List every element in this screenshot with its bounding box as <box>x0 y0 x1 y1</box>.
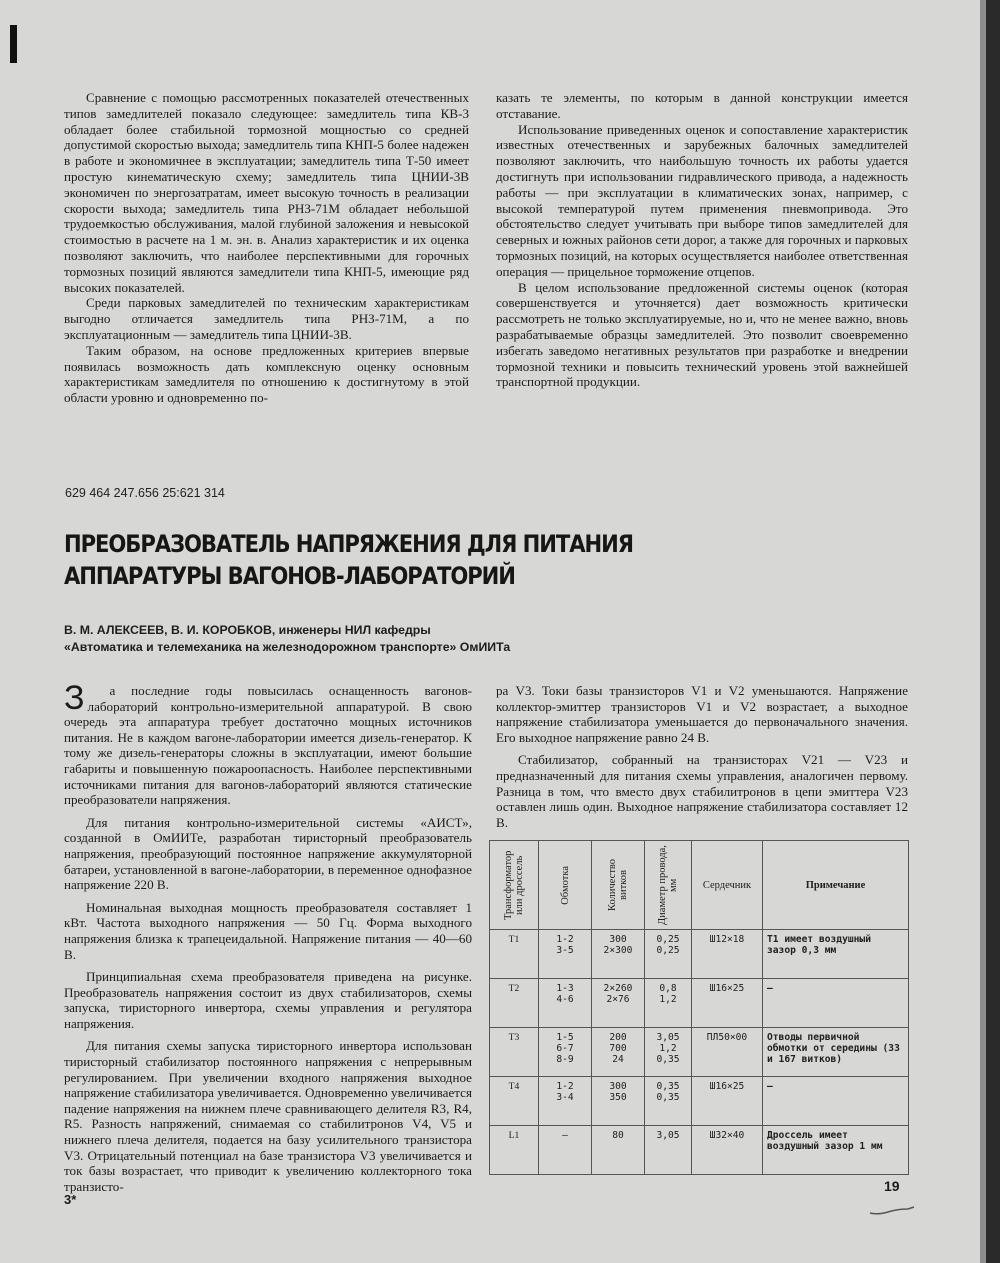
table-row <box>490 930 909 979</box>
authors <box>64 622 704 656</box>
paragraph: Таким образом, на основе предложенных критериев впервые появилась возможность дать комплексную оценку основным характеристикам замедлителя по отношению к достигнутому в этой области уровню и одновременно по- <box>64 342 469 406</box>
table-cell: 80 <box>592 1126 645 1175</box>
page-edge <box>986 0 1000 1263</box>
table-cell: Ш12×18 <box>692 930 763 979</box>
table-row <box>490 1126 909 1175</box>
table-cell: ПЛ50×00 <box>692 1028 763 1077</box>
page-number: 19 <box>884 1178 900 1194</box>
article-left-column <box>64 679 472 1201</box>
table-cell: — <box>763 1077 909 1126</box>
table-cell: — <box>763 979 909 1028</box>
table-cell: T1 имеет воздушный зазор 0,3 мм <box>763 930 909 979</box>
table-cell: 0,8 1,2 <box>645 979 692 1028</box>
table-cell: 2×260 2×76 <box>592 979 645 1028</box>
table-cell: T1 <box>490 930 539 979</box>
table-header: Обмотка <box>559 865 571 905</box>
table-cell: — <box>539 1126 592 1175</box>
table-cell: Дроссель имеет воздушный зазор 1 мм <box>763 1126 909 1175</box>
table-row <box>490 1028 909 1077</box>
article-title: ПРЕОБРАЗОВАТЕЛЬ НАПРЯЖЕНИЯ ДЛЯ ПИТАНИЯ АППАРАТУРЫ ВАГОНОВ-ЛАБОРАТОРИЙ <box>64 530 633 590</box>
table-header-row <box>490 841 909 930</box>
table-header: Количество витков <box>607 858 629 912</box>
signature-mark: 3* <box>64 1192 77 1207</box>
table-cell: 3,05 1,2 0,35 <box>645 1028 692 1077</box>
table-header: Сердечник <box>692 841 763 930</box>
paragraph: В целом использование предложенной системы оценок (которая совершенствуется и уточняется) дает возможность критически рассмотреть не только эксплуатируемые, но и, что не менее важно, вновь разрабатываемые образцы замедлителей. Это позволит своевременно избегать заведомо негативных результатов при разработке и внедрении тормозной техники и повысить технический уровень этой важнейшей транспортной продукции. <box>496 279 908 390</box>
table-header: Диаметр провода, мм <box>657 845 679 925</box>
table-cell: 0,25 0,25 <box>645 930 692 979</box>
table-cell: T4 <box>490 1077 539 1126</box>
paragraph: казать те элементы, по которым в данной конструкции имеется отставание. <box>496 90 908 121</box>
table-cell: 1-2 3-4 <box>539 1077 592 1126</box>
table-cell: 300 350 <box>592 1077 645 1126</box>
paragraph: а последние годы повысилась оснащенность вагонов-лабораторий контрольно-измерительной аппаратурой. В свою очередь эта аппаратура требует достаточно мощных источников питания. Не в каждом вагоне-лаборатории имеется дизель-генератор. К тому же дизель-генераторы сложны в эксплуатации, имеют большие габариты и повышенную пожароопасность. Наиболее перспективными источниками питания для вагонов-лабораторий являются статические преобразователи напряжения. <box>64 683 472 808</box>
drop-cap: З <box>64 679 85 717</box>
table-cell: Ш32×40 <box>692 1126 763 1175</box>
table-cell: 1-2 3-5 <box>539 930 592 979</box>
table-cell: 1-3 4-6 <box>539 979 592 1028</box>
top-right-column <box>496 90 908 390</box>
paragraph: Для питания контрольно-измерительной системы «АИСТ», созданной в ОмИИТе, разработан тиристорный преобразователь напряжения, преобразующий постоянное напряжение аккумуляторной батареи, установленной в вагоне-лаборатории, в переменное однофазное напряжение 220 В. <box>64 814 472 893</box>
paragraph: Стабилизатор, собранный на транзисторах V21 — V23 и предназначенный для питания схемы управления, аналогичен первому. Разница в том, что вместо двух стабилитронов в цепи эмиттера V23 оставлен лишь один. Выходное напряжение стабилизатора составляет 12 В. <box>496 752 908 830</box>
udc-code: 629 464 247.656 25:621 314 <box>65 486 225 500</box>
paragraph: Среди парковых замедлителей по техническим характеристикам выгодно отличается замедлитель типа РНЗ-71М, а по эксплуатационным — замедлитель типа ЦНИИ-3В. <box>64 295 469 342</box>
paragraph: Использование приведенных оценок и сопоставление характеристик известных отечественных и зарубежных балочных замедлителей позволяют заключить, что наибольшую точность их работы удается достигнуть при использовании гидравлического привода, а надежность работы — при эксплуатации в климатических зонах, например, с высокой температурой путем применения пневмопривода. Это обстоятельство следует учитывать при выборе типов замедлителей для северных и южных районов сети дорог, а также для горочных и парковых тормозных позиций, на которых осуществляется наиболее ответственная операция — прицельное торможение отцепов. <box>496 121 908 279</box>
binding-mark <box>10 25 17 63</box>
table-cell: L1 <box>490 1126 539 1175</box>
table-cell: T2 <box>490 979 539 1028</box>
table-cell: 3,05 <box>645 1126 692 1175</box>
table-header: Трансформатор или дроссель <box>503 850 525 920</box>
table-cell: T3 <box>490 1028 539 1077</box>
paragraph: ра V3. Токи базы транзисторов V1 и V2 уменьшаются. Напряжение коллектор-эмиттер транзисторов V1 и V2 возрастает, а выходное напряжение стабилизатора уменьшается до первоначального значения. Его выходное напряжение равно 24 В. <box>496 683 908 745</box>
article-right-column <box>496 683 908 837</box>
table-row <box>490 979 909 1028</box>
table-cell: Ш16×25 <box>692 979 763 1028</box>
table-cell: 200 700 24 <box>592 1028 645 1077</box>
table-cell: 1-5 6-7 8-9 <box>539 1028 592 1077</box>
table-cell: Отводы первичной обмотки от середины (33 и 167 витков) <box>763 1028 909 1077</box>
paragraph: Принципиальная схема преобразователя приведена на рисунке. Преобразователь напряжения состоит из двух стабилизаторов, схемы запуска, тиристорного инвертора, схемы управления и регулятора напряжения. <box>64 969 472 1031</box>
paragraph: Для питания схемы запуска тиристорного инвертора использован тиристорный стабилизатор постоянного напряжения с непрерывным регулированием. При увеличении входного напряжения выходное напряжение стабилизатора увеличивается. Одновременно увеличивается падение напряжения на нижнем плече сравнивающего делителя R3, R4, R5. Разность напряжений, снимаемая со стабилитронов V4, V5 и нижнего плеча делителя, подается на базу усилительного транзистора V3. Отрицательный потенциал на базе транзистора V3 увеличивается и ток базы возрастает, что приводит к увеличению коллекторного тока транзисто- <box>64 1038 472 1194</box>
table-row <box>490 1077 909 1126</box>
table-header: Примечание <box>763 841 909 930</box>
table-cell: 300 2×300 <box>592 930 645 979</box>
authors-line: В. М. АЛЕКСЕЕВ, В. И. КОРОБКОВ, инженеры НИЛ кафедры <box>64 623 431 637</box>
table-cell: Ш16×25 <box>692 1077 763 1126</box>
top-left-column <box>64 90 469 406</box>
authors-affiliation: «Автоматика и телемеханика на железнодорожном транспорте» ОмИИТа <box>64 640 511 654</box>
paragraph: Номинальная выходная мощность преобразователя составляет 1 кВт. Частота выходного напряжения — 50 Гц. Форма выходного напряжения близка к трапецеидальной. Напряжение питания — 40—60 В. <box>64 899 472 962</box>
winding-table <box>489 840 909 1175</box>
ink-smudge <box>868 1206 916 1216</box>
paragraph: Сравнение с помощью рассмотренных показателей отечественных типов замедлителей показало следующее: замедлитель типа КВ-3 обладает более стабильной тормозной мощностью со средней допустимой скоростью выхода; замедлитель типа КНП-5 более надежен в работе и экономичнее в эксплуатации; замедлитель типа Т-50 имеет простую кинематическую схему; замедлитель типа ЦНИИ-3В экономичен по энергозатратам, имеет высокую точность в реализации скорости выхода; замедлитель типа РНЗ-71М обладает небольшой трудоемкостью обслуживания, малой глубиной заложения и невысокой стоимостью в расчете на 1 м. эн. в. Анализ характеристик и их оценка позволяют заключить, что наиболее перспективными для горочных тормозных позиций являются замедлители типа КНП-5, имеющие ряд высоких показателей. <box>64 90 469 295</box>
table-cell: 0,35 0,35 <box>645 1077 692 1126</box>
